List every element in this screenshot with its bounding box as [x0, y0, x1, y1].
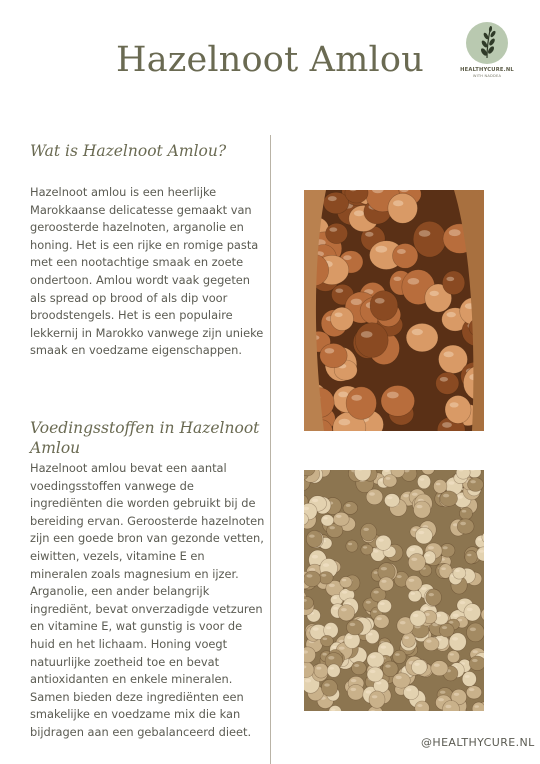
column-divider — [270, 135, 271, 764]
social-handle: @HEALTHYCURE.NL — [421, 736, 535, 749]
page-title: Hazelnoot Amlou — [116, 40, 424, 80]
brand-logo — [460, 22, 514, 86]
section-body-what-is: Hazelnoot amlou is een heerlijke Marokkaanse delicatesse gemaakt van geroosterde hazelnoten, arganolie en honing. Het is een rijke en romige pasta met een nootachtige smaak en zoete ondertoon. Amlou wordt vaak gegeten als spread op brood of als dip voor broodstengels. Het is een populaire lekkernij in Marokko vanwege zijn unieke smaak en voedzame eigenschappen. — [30, 185, 264, 358]
blanched-hazelnuts-photo — [304, 470, 484, 711]
olive-branch-icon — [466, 22, 508, 64]
whole-hazelnuts-photo — [304, 190, 484, 431]
logo-tagline: WITH NADDEA — [472, 74, 502, 78]
section-heading-nutrients: Voedingsstoffen in Hazelnoot Amlou — [30, 419, 260, 457]
logo-badge — [466, 22, 508, 64]
section-heading-what-is: Wat is Hazelnoot Amlou? — [30, 142, 227, 160]
section-body-nutrients: Hazelnoot amlou bevat een aantal voedingsstoffen vanwege de ingrediënten die worden gebruikt bij de bereiding ervan. Geroosterde hazelnoten zijn een goede bron van gezonde vetten, eiwitten, vezels, vitamine E en mineralen zoals magnesium en ijzer. Arganolie, een ander belangrijk ingrediënt, bevat onverzadigde vetzuren en vitamine E, wat gunstig is voor de huid en het lichaam. Honing voegt natuurlijke zoetheid toe en bevat antioxidanten en enkele mineralen. Samen bieden deze ingrediënten een smakelijke en voedzame mix die kan bijdragen aan een gebalanceerd dieet. — [30, 461, 265, 739]
logo-name: HEALTHYCURE.NL — [460, 67, 514, 73]
